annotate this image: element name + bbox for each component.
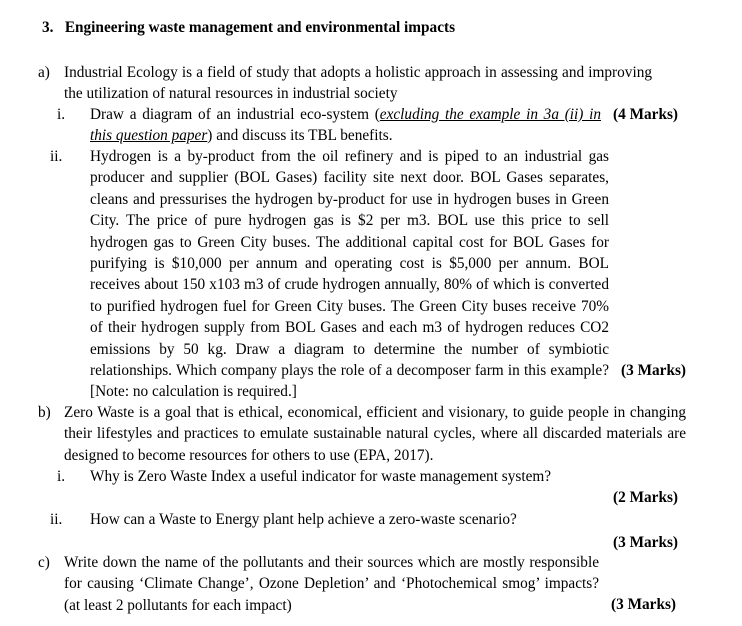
part-b-question-1 (38, 466, 678, 509)
part-b-q1-marks: (2 Marks) (613, 489, 678, 507)
part-c (38, 552, 686, 616)
part-b-label: b) (38, 404, 51, 421)
part-b-q2-label: ii. (50, 511, 63, 528)
part-a-q1-label: i. (57, 106, 66, 123)
part-a-q1-text-before: Draw a diagram of an industrial eco-system ( (90, 106, 380, 123)
part-a-q1-underlined: excluding the example in 3a (ii) in this question paper (90, 106, 602, 145)
part-c-marks: (3 Marks) (611, 596, 676, 613)
part-a-q1-marks: (4 Marks) (613, 106, 678, 123)
part-b-question-2 (38, 509, 678, 554)
part-c-body: Write down the name of the pollutants and their sources which are mostly responsible for causing ‘Climate Change’, Ozone Depletion’ and ‘Photochemical smog’ impacts? (at least 2 pollutants for each impact) (64, 554, 599, 614)
part-a-q1-text-after: ) and discuss its TBL benefits. (207, 127, 393, 145)
part-a-q2-label: ii. (50, 148, 63, 165)
part-b-q1-label: i. (57, 468, 66, 485)
question-title: Engineering waste management and environmental impacts (64, 19, 456, 36)
part-a-q2-marks: (3 Marks) (621, 362, 686, 379)
part-b (38, 402, 686, 466)
question-number: 3. (42, 19, 54, 36)
part-a-q2-text (90, 146, 686, 403)
part-a-q1-text (90, 104, 678, 147)
part-c-text (64, 552, 686, 616)
part-a-intro: Industrial Ecology is a field of study that adopts a holistic approach in assessing and improving the utilization of natural resources in industrial society (64, 64, 652, 103)
part-a-q2-body: Hydrogen is a by-product from the oil refinery and is piped to an industrial gas producer and supplier (BOL Gases) facility site next door. BOL Gases separates, cleans and pressurises the hydrogen by-product for use in hydrogen buses in Green City. The price of pure hydrogen gas is $2 per m3. BOL use this price to sell hydrogen gas to Green City buses. The additional capital cost for BOL Gases for purifying is $10,000 per annum and operating cost is $5,000 per annum. BOL receives about 150 x103 m3 of crude hydrogen annually, 80% of which is converted to purified hydrogen fuel for Green City buses. The Green City buses receive 70% of their hydrogen supply from BOL Gases and each m3 of hydrogen reduces CO2 emissions by 50 kg. Draw a diagram to determine the number of symbiotic relationships. Which company plays the role of a decomposer farm in this example? [Note: no calculation is required.] (90, 148, 609, 401)
part-a-question-2 (38, 146, 686, 403)
part-a-question-1 (38, 104, 678, 147)
part-a (38, 62, 652, 105)
part-b-intro: Zero Waste is a goal that is ethical, economical, efficient and visionary, to guide people in changing their lifestyles and practices to emulate sustainable natural cycles, where all discarded materials are designed to become resources for others to use (EPA, 2017). (64, 404, 686, 464)
part-a-label: a) (38, 64, 50, 81)
part-b-q1-text: Why is Zero Waste Index a useful indicator for waste management system? (90, 468, 552, 485)
question-heading (42, 17, 455, 38)
part-b-q2-marks: (3 Marks) (613, 534, 678, 552)
part-b-q2-text: How can a Waste to Energy plant help achieve a zero-waste scenario? (90, 511, 517, 528)
part-c-label: c) (38, 554, 50, 571)
